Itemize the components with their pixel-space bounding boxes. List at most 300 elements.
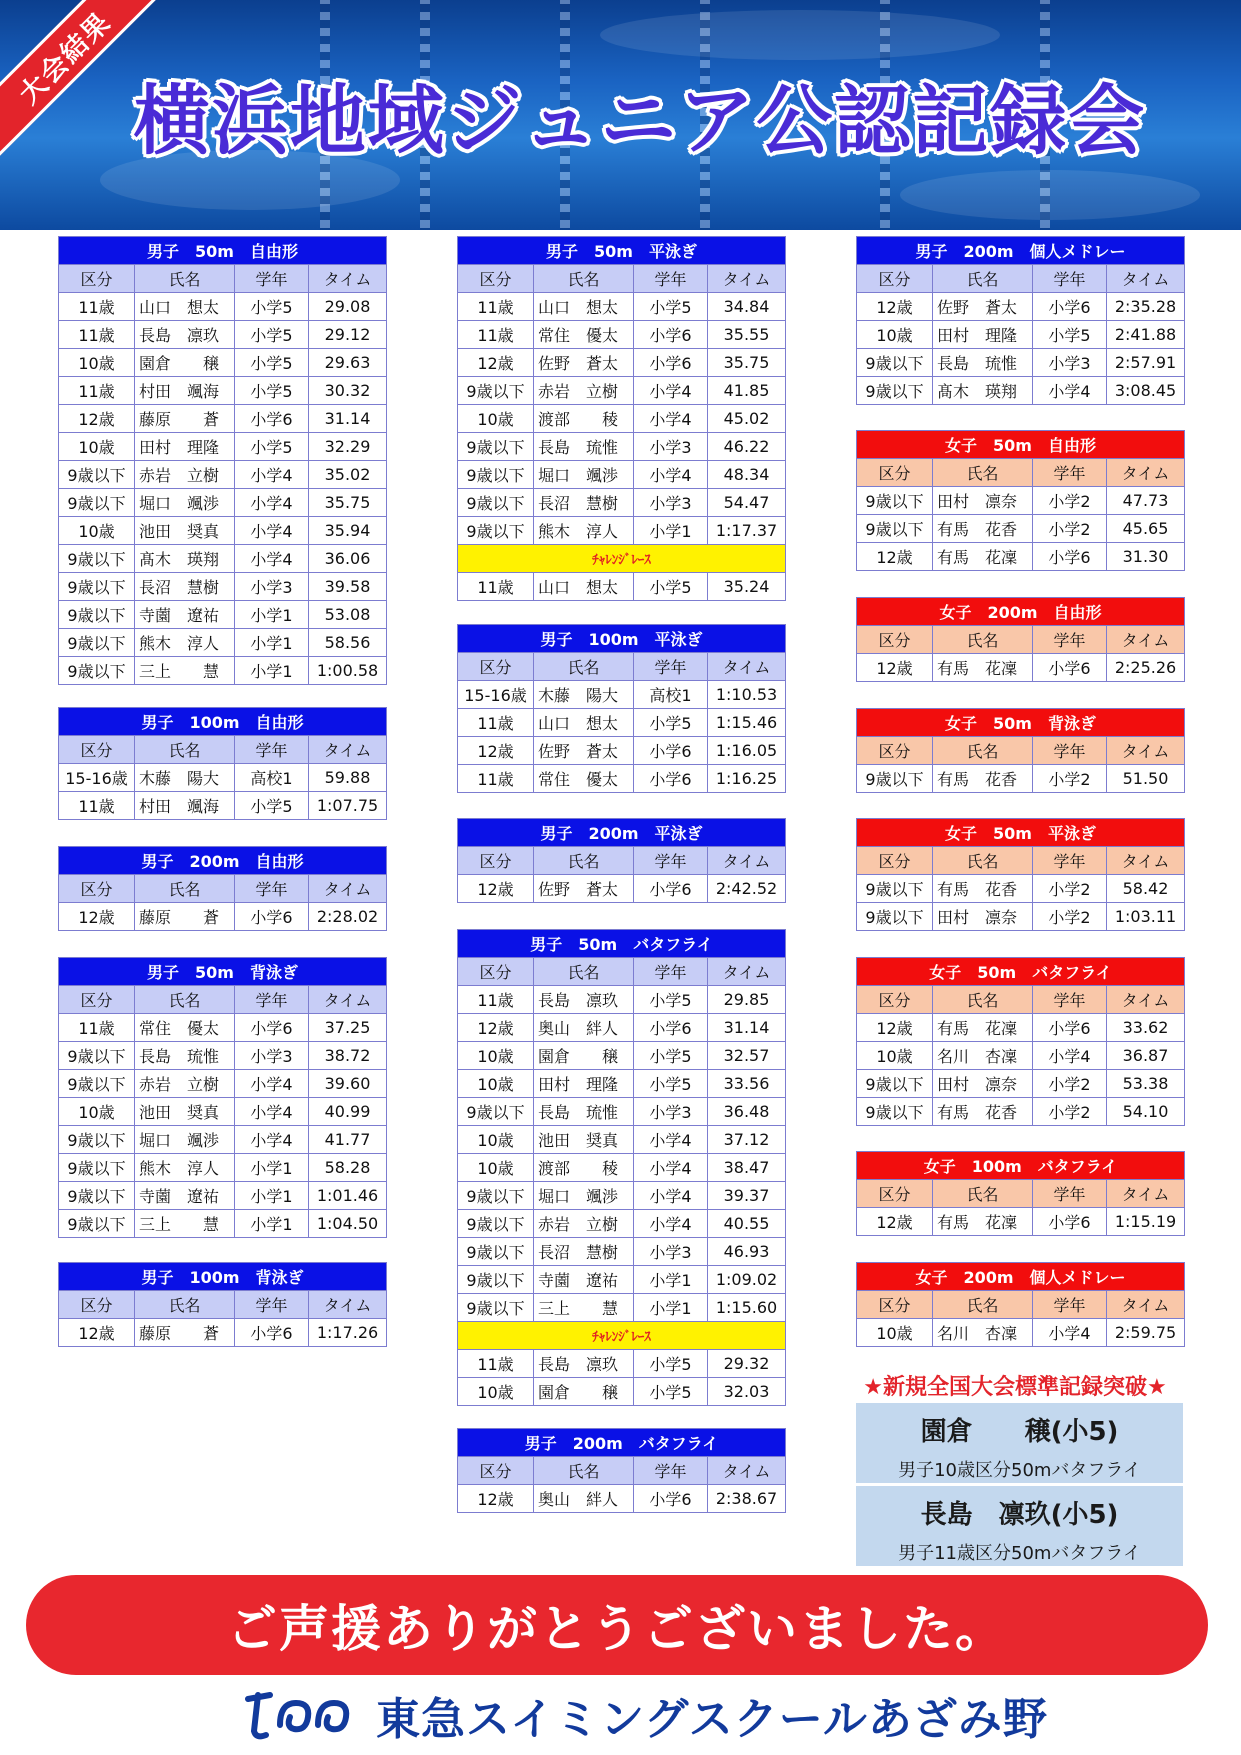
grade-cell: 小学5 bbox=[235, 433, 309, 461]
column-header: タイム bbox=[1107, 986, 1185, 1014]
results-badge-label: 大会結果 bbox=[13, 6, 118, 111]
table-row bbox=[857, 349, 1185, 377]
footer bbox=[240, 1680, 1060, 1750]
age-group-cell: 10歳 bbox=[857, 321, 933, 349]
grade-cell: 小学5 bbox=[634, 986, 708, 1014]
grade-cell: 小学3 bbox=[235, 573, 309, 601]
grade-cell: 小学5 bbox=[235, 321, 309, 349]
age-group-cell: 10歳 bbox=[458, 1378, 534, 1406]
grade-cell: 小学6 bbox=[1033, 1208, 1107, 1236]
age-group-cell: 12歳 bbox=[458, 1485, 534, 1513]
age-group-cell: 10歳 bbox=[857, 1042, 933, 1070]
time-cell: 59.88 bbox=[309, 764, 387, 792]
table-title-row bbox=[857, 709, 1185, 737]
table-header-row bbox=[59, 875, 387, 903]
table-m50-backstroke bbox=[58, 957, 387, 1238]
swimmer-name-cell: 田村 理隆 bbox=[933, 321, 1033, 349]
column-header: 学年 bbox=[235, 265, 309, 293]
column-header: タイム bbox=[1107, 626, 1185, 654]
age-group-cell: 9歳以下 bbox=[59, 1210, 135, 1238]
table-row bbox=[59, 1126, 387, 1154]
age-group-cell: 11歳 bbox=[458, 321, 534, 349]
time-cell: 1:15.19 bbox=[1107, 1208, 1185, 1236]
grade-cell: 小学3 bbox=[634, 433, 708, 461]
age-group-cell: 9歳以下 bbox=[59, 1126, 135, 1154]
time-cell: 53.08 bbox=[309, 601, 387, 629]
age-group-cell: 9歳以下 bbox=[857, 377, 933, 405]
table-row bbox=[458, 321, 786, 349]
table-header-row bbox=[59, 265, 387, 293]
age-group-cell: 11歳 bbox=[59, 293, 135, 321]
time-cell: 53.38 bbox=[1107, 1070, 1185, 1098]
table-title-row bbox=[857, 819, 1185, 847]
swimmer-name-cell: 池田 奨真 bbox=[135, 1098, 235, 1126]
table-row bbox=[59, 1210, 387, 1238]
table-row bbox=[857, 903, 1185, 931]
time-cell: 32.29 bbox=[309, 433, 387, 461]
age-group-cell: 10歳 bbox=[458, 1126, 534, 1154]
table-row bbox=[59, 1014, 387, 1042]
challenge-race-label: ﾁｬﾚﾝｼﾞﾚｰｽ bbox=[458, 1322, 786, 1350]
age-group-cell: 10歳 bbox=[458, 1070, 534, 1098]
age-group-cell: 12歳 bbox=[857, 654, 933, 682]
table-m50-butterfly bbox=[457, 929, 786, 1406]
column-header: 区分 bbox=[458, 847, 534, 875]
swimmer-name-cell: 長島 凛玖 bbox=[135, 321, 235, 349]
age-group-cell: 9歳以下 bbox=[857, 903, 933, 931]
grade-cell: 小学4 bbox=[235, 489, 309, 517]
event-title: 男子 100m 自由形 bbox=[59, 708, 387, 736]
age-group-cell: 11歳 bbox=[59, 792, 135, 820]
swimmer-name-cell: 寺薗 遼祐 bbox=[135, 1182, 235, 1210]
column-header: 学年 bbox=[634, 265, 708, 293]
table-row bbox=[857, 1208, 1185, 1236]
table-row bbox=[857, 515, 1185, 543]
column-header: 区分 bbox=[59, 736, 135, 764]
grade-cell: 小学4 bbox=[1033, 377, 1107, 405]
column-header: 区分 bbox=[458, 1457, 534, 1485]
time-cell: 38.47 bbox=[708, 1154, 786, 1182]
thanks-message: ご声援ありがとうございました。 bbox=[227, 1600, 1007, 1658]
event-title: 女子 100m バタフライ bbox=[857, 1152, 1185, 1180]
grade-cell: 小学5 bbox=[1033, 321, 1107, 349]
grade-cell: 小学5 bbox=[235, 792, 309, 820]
age-group-cell: 11歳 bbox=[458, 573, 534, 601]
table-row bbox=[59, 405, 387, 433]
grade-cell: 小学5 bbox=[634, 1042, 708, 1070]
grade-cell: 小学1 bbox=[235, 1210, 309, 1238]
table-m200-freestyle bbox=[58, 846, 387, 931]
column-header: 学年 bbox=[235, 1291, 309, 1319]
age-group-cell: 9歳以下 bbox=[59, 657, 135, 685]
table-row bbox=[59, 461, 387, 489]
column-header: タイム bbox=[1107, 265, 1185, 293]
column-header: 区分 bbox=[458, 265, 534, 293]
table-row bbox=[458, 377, 786, 405]
swimmer-name-cell: 堀口 颯渉 bbox=[534, 461, 634, 489]
time-cell: 29.12 bbox=[309, 321, 387, 349]
thanks-banner bbox=[26, 1575, 1208, 1675]
age-group-cell: 9歳以下 bbox=[857, 515, 933, 543]
record-swimmer-name: 園倉 穣(小5) bbox=[920, 1417, 1119, 1447]
table-f50-butterfly bbox=[856, 957, 1185, 1126]
time-cell: 1:17.26 bbox=[309, 1319, 387, 1347]
table-title-row bbox=[857, 1152, 1185, 1180]
grade-cell: 小学4 bbox=[235, 1098, 309, 1126]
age-group-cell: 15-16歳 bbox=[458, 681, 534, 709]
swimmer-name-cell: 園倉 穣 bbox=[135, 349, 235, 377]
event-title: 女子 50m 背泳ぎ bbox=[857, 709, 1185, 737]
column-header: 氏名 bbox=[534, 265, 634, 293]
table-m100-backstroke bbox=[58, 1262, 387, 1347]
column-header: 氏名 bbox=[933, 1180, 1033, 1208]
swimmer-name-cell: 佐野 蒼太 bbox=[933, 293, 1033, 321]
time-cell: 1:07.75 bbox=[309, 792, 387, 820]
swimmer-name-cell: 長島 凛玖 bbox=[534, 1350, 634, 1378]
column-header: タイム bbox=[708, 847, 786, 875]
challenge-race-label: ﾁｬﾚﾝｼﾞﾚｰｽ bbox=[458, 545, 786, 573]
time-cell: 36.87 bbox=[1107, 1042, 1185, 1070]
table-header-row bbox=[857, 459, 1185, 487]
challenge-race-row bbox=[458, 545, 786, 573]
swimmer-name-cell: 有馬 花凜 bbox=[933, 1208, 1033, 1236]
table-row bbox=[458, 1014, 786, 1042]
table-title-row bbox=[59, 708, 387, 736]
age-group-cell: 9歳以下 bbox=[59, 1042, 135, 1070]
column-header: タイム bbox=[708, 265, 786, 293]
time-cell: 2:59.75 bbox=[1107, 1319, 1185, 1347]
table-title-row bbox=[59, 958, 387, 986]
grade-cell: 小学5 bbox=[634, 573, 708, 601]
age-group-cell: 9歳以下 bbox=[458, 377, 534, 405]
table-row bbox=[458, 461, 786, 489]
table-row bbox=[458, 489, 786, 517]
age-group-cell: 9歳以下 bbox=[458, 1266, 534, 1294]
event-title: 女子 50m 自由形 bbox=[857, 431, 1185, 459]
grade-cell: 小学4 bbox=[1033, 1042, 1107, 1070]
table-title-row bbox=[458, 625, 786, 653]
column-header: 区分 bbox=[857, 847, 933, 875]
table-row bbox=[59, 293, 387, 321]
time-cell: 46.22 bbox=[708, 433, 786, 461]
column-header: 学年 bbox=[235, 875, 309, 903]
column-header: 氏名 bbox=[933, 1291, 1033, 1319]
table-row bbox=[458, 986, 786, 1014]
column-header: タイム bbox=[1107, 459, 1185, 487]
event-title: 女子 50m バタフライ bbox=[857, 958, 1185, 986]
grade-cell: 小学4 bbox=[634, 1154, 708, 1182]
table-row bbox=[458, 1098, 786, 1126]
swimmer-name-cell: 佐野 蒼太 bbox=[534, 349, 634, 377]
grade-cell: 小学3 bbox=[634, 1238, 708, 1266]
table-row bbox=[458, 1070, 786, 1098]
column-header: タイム bbox=[309, 265, 387, 293]
grade-cell: 小学6 bbox=[634, 349, 708, 377]
grade-cell: 小学5 bbox=[235, 293, 309, 321]
column-header: タイム bbox=[309, 1291, 387, 1319]
table-row bbox=[458, 737, 786, 765]
age-group-cell: 9歳以下 bbox=[458, 461, 534, 489]
column-header: 氏名 bbox=[933, 986, 1033, 1014]
age-group-cell: 11歳 bbox=[59, 321, 135, 349]
column-header: 氏名 bbox=[135, 986, 235, 1014]
grade-cell: 小学4 bbox=[634, 1182, 708, 1210]
table-f200-individual-medley bbox=[856, 1262, 1185, 1347]
time-cell: 35.75 bbox=[708, 349, 786, 377]
age-group-cell: 10歳 bbox=[59, 433, 135, 461]
school-name: 東急スイミングスクールあざみ野 bbox=[376, 1694, 1048, 1745]
swimmer-name-cell: 熊木 淳人 bbox=[534, 517, 634, 545]
table-row bbox=[458, 1210, 786, 1238]
table-header-row bbox=[458, 653, 786, 681]
age-group-cell: 9歳以下 bbox=[458, 1294, 534, 1322]
swimmer-name-cell: 田村 理隆 bbox=[534, 1070, 634, 1098]
table-row bbox=[458, 1042, 786, 1070]
age-group-cell: 9歳以下 bbox=[857, 875, 933, 903]
grade-cell: 小学4 bbox=[634, 1210, 708, 1238]
table-row bbox=[59, 601, 387, 629]
swimmer-name-cell: 寺薗 遼祐 bbox=[534, 1266, 634, 1294]
grade-cell: 小学4 bbox=[235, 517, 309, 545]
time-cell: 34.84 bbox=[708, 293, 786, 321]
age-group-cell: 10歳 bbox=[458, 1042, 534, 1070]
age-group-cell: 11歳 bbox=[59, 1014, 135, 1042]
time-cell: 35.02 bbox=[309, 461, 387, 489]
grade-cell: 小学1 bbox=[634, 517, 708, 545]
column-header: 区分 bbox=[857, 626, 933, 654]
column-header: 氏名 bbox=[933, 847, 1033, 875]
time-cell: 37.12 bbox=[708, 1126, 786, 1154]
column-header: タイム bbox=[309, 986, 387, 1014]
table-row bbox=[59, 1154, 387, 1182]
column-header: 区分 bbox=[857, 1291, 933, 1319]
grade-cell: 小学3 bbox=[235, 1042, 309, 1070]
table-row bbox=[458, 681, 786, 709]
column-header: タイム bbox=[1107, 1291, 1185, 1319]
column-header: 区分 bbox=[857, 459, 933, 487]
table-row bbox=[857, 1070, 1185, 1098]
swimmer-name-cell: 有馬 花香 bbox=[933, 1098, 1033, 1126]
column-header: 区分 bbox=[857, 737, 933, 765]
age-group-cell: 11歳 bbox=[59, 377, 135, 405]
table-title-row bbox=[59, 847, 387, 875]
grade-cell: 小学2 bbox=[1033, 515, 1107, 543]
grade-cell: 小学5 bbox=[634, 709, 708, 737]
event-title: 男子 200m 平泳ぎ bbox=[458, 819, 786, 847]
time-cell: 1:16.25 bbox=[708, 765, 786, 793]
age-group-cell: 9歳以下 bbox=[857, 1070, 933, 1098]
page-title: 横浜地域ジュニア公認記録会 bbox=[133, 76, 1147, 165]
swimmer-name-cell: 園倉 穣 bbox=[534, 1378, 634, 1406]
event-title: 男子 50m 平泳ぎ bbox=[458, 237, 786, 265]
grade-cell: 小学1 bbox=[235, 629, 309, 657]
age-group-cell: 9歳以下 bbox=[59, 461, 135, 489]
age-group-cell: 10歳 bbox=[857, 1319, 933, 1347]
grade-cell: 小学6 bbox=[634, 765, 708, 793]
table-header-row bbox=[59, 986, 387, 1014]
grade-cell: 小学3 bbox=[634, 1098, 708, 1126]
age-group-cell: 10歳 bbox=[458, 1154, 534, 1182]
age-group-cell: 12歳 bbox=[458, 349, 534, 377]
table-f200-freestyle bbox=[856, 597, 1185, 682]
age-group-cell: 15-16歳 bbox=[59, 764, 135, 792]
table-row bbox=[458, 709, 786, 737]
event-title: 女子 200m 個人メドレー bbox=[857, 1263, 1185, 1291]
time-cell: 2:35.28 bbox=[1107, 293, 1185, 321]
grade-cell: 小学4 bbox=[634, 405, 708, 433]
school-logo-icon bbox=[240, 1685, 370, 1745]
column-header: 区分 bbox=[857, 986, 933, 1014]
table-row bbox=[857, 654, 1185, 682]
time-cell: 38.72 bbox=[309, 1042, 387, 1070]
time-cell: 54.47 bbox=[708, 489, 786, 517]
time-cell: 1:01.46 bbox=[309, 1182, 387, 1210]
table-row bbox=[59, 792, 387, 820]
swimmer-name-cell: 有馬 花凜 bbox=[933, 1014, 1033, 1042]
age-group-cell: 12歳 bbox=[857, 1014, 933, 1042]
table-row bbox=[458, 1378, 786, 1406]
table-m50-breaststroke bbox=[457, 236, 786, 601]
table-row bbox=[857, 1319, 1185, 1347]
column-header: 学年 bbox=[1033, 847, 1107, 875]
time-cell: 1:04.50 bbox=[309, 1210, 387, 1238]
time-cell: 29.63 bbox=[309, 349, 387, 377]
swimmer-name-cell: 堀口 颯渉 bbox=[135, 489, 235, 517]
age-group-cell: 9歳以下 bbox=[458, 1182, 534, 1210]
age-group-cell: 12歳 bbox=[59, 903, 135, 931]
grade-cell: 小学6 bbox=[634, 875, 708, 903]
swimmer-name-cell: 藤原 蒼 bbox=[135, 903, 235, 931]
table-row bbox=[458, 405, 786, 433]
grade-cell: 小学6 bbox=[235, 903, 309, 931]
swimmer-name-cell: 髙木 瑛翔 bbox=[933, 377, 1033, 405]
time-cell: 47.73 bbox=[1107, 487, 1185, 515]
table-title-row bbox=[857, 1263, 1185, 1291]
grade-cell: 高校1 bbox=[235, 764, 309, 792]
time-cell: 2:38.67 bbox=[708, 1485, 786, 1513]
event-title: 男子 200m バタフライ bbox=[458, 1429, 786, 1457]
time-cell: 2:57.91 bbox=[1107, 349, 1185, 377]
table-header-row bbox=[59, 1291, 387, 1319]
grade-cell: 小学2 bbox=[1033, 487, 1107, 515]
age-group-cell: 10歳 bbox=[59, 1098, 135, 1126]
column-header: 学年 bbox=[634, 653, 708, 681]
age-group-cell: 12歳 bbox=[458, 875, 534, 903]
swimmer-name-cell: 赤岩 立樹 bbox=[534, 1210, 634, 1238]
time-cell: 1:16.05 bbox=[708, 737, 786, 765]
column-header: 学年 bbox=[1033, 459, 1107, 487]
age-group-cell: 9歳以下 bbox=[59, 573, 135, 601]
swimmer-name-cell: 有馬 花香 bbox=[933, 875, 1033, 903]
table-title-row bbox=[458, 237, 786, 265]
swimmer-name-cell: 常住 優太 bbox=[135, 1014, 235, 1042]
table-row bbox=[59, 1042, 387, 1070]
table-row bbox=[59, 1098, 387, 1126]
table-row bbox=[857, 1098, 1185, 1126]
time-cell: 1:15.60 bbox=[708, 1294, 786, 1322]
table-header-row bbox=[59, 736, 387, 764]
table-row bbox=[458, 433, 786, 461]
age-group-cell: 10歳 bbox=[59, 517, 135, 545]
column-header: 学年 bbox=[235, 986, 309, 1014]
age-group-cell: 9歳以下 bbox=[458, 1238, 534, 1266]
event-title: 男子 100m 平泳ぎ bbox=[458, 625, 786, 653]
table-title-row bbox=[857, 598, 1185, 626]
time-cell: 1:00.58 bbox=[309, 657, 387, 685]
grade-cell: 小学1 bbox=[235, 657, 309, 685]
age-group-cell: 12歳 bbox=[857, 1208, 933, 1236]
grade-cell: 小学5 bbox=[634, 1350, 708, 1378]
event-title: 男子 50m バタフライ bbox=[458, 930, 786, 958]
table-row bbox=[458, 1182, 786, 1210]
age-group-cell: 12歳 bbox=[458, 1014, 534, 1042]
time-cell: 1:09.02 bbox=[708, 1266, 786, 1294]
swimmer-name-cell: 熊木 淳人 bbox=[135, 629, 235, 657]
time-cell: 31.14 bbox=[708, 1014, 786, 1042]
swimmer-name-cell: 木藤 陽大 bbox=[135, 764, 235, 792]
challenge-race-row bbox=[458, 1322, 786, 1350]
age-group-cell: 11歳 bbox=[458, 709, 534, 737]
time-cell: 40.99 bbox=[309, 1098, 387, 1126]
time-cell: 45.02 bbox=[708, 405, 786, 433]
table-row bbox=[458, 573, 786, 601]
event-title: 男子 50m 背泳ぎ bbox=[59, 958, 387, 986]
table-row bbox=[59, 903, 387, 931]
age-group-cell: 12歳 bbox=[857, 543, 933, 571]
swimmer-name-cell: 山口 想太 bbox=[135, 293, 235, 321]
table-row bbox=[59, 349, 387, 377]
column-header: タイム bbox=[1107, 1180, 1185, 1208]
time-cell: 1:10.53 bbox=[708, 681, 786, 709]
event-title: 女子 200m 自由形 bbox=[857, 598, 1185, 626]
table-row bbox=[857, 1042, 1185, 1070]
time-cell: 35.24 bbox=[708, 573, 786, 601]
grade-cell: 小学6 bbox=[1033, 293, 1107, 321]
table-row bbox=[857, 1014, 1185, 1042]
swimmer-name-cell: 木藤 陽大 bbox=[534, 681, 634, 709]
age-group-cell: 9歳以下 bbox=[59, 601, 135, 629]
table-header-row bbox=[857, 1180, 1185, 1208]
time-cell: 48.34 bbox=[708, 461, 786, 489]
column-header: 氏名 bbox=[534, 653, 634, 681]
time-cell: 35.75 bbox=[309, 489, 387, 517]
grade-cell: 小学4 bbox=[634, 377, 708, 405]
grade-cell: 小学6 bbox=[634, 1014, 708, 1042]
grade-cell: 小学3 bbox=[1033, 349, 1107, 377]
grade-cell: 小学2 bbox=[1033, 1070, 1107, 1098]
column-header: タイム bbox=[708, 653, 786, 681]
time-cell: 30.32 bbox=[309, 377, 387, 405]
grade-cell: 小学2 bbox=[1033, 875, 1107, 903]
time-cell: 45.65 bbox=[1107, 515, 1185, 543]
table-title-row bbox=[59, 237, 387, 265]
swimmer-name-cell: 池田 奨真 bbox=[534, 1126, 634, 1154]
table-row bbox=[458, 1294, 786, 1322]
time-cell: 39.58 bbox=[309, 573, 387, 601]
time-cell: 40.55 bbox=[708, 1210, 786, 1238]
age-group-cell: 11歳 bbox=[458, 293, 534, 321]
time-cell: 39.60 bbox=[309, 1070, 387, 1098]
column-header: 学年 bbox=[1033, 986, 1107, 1014]
grade-cell: 小学1 bbox=[634, 1266, 708, 1294]
table-row bbox=[458, 1238, 786, 1266]
table-title-row bbox=[857, 237, 1185, 265]
column-header: 学年 bbox=[634, 847, 708, 875]
column-header: 区分 bbox=[857, 1180, 933, 1208]
age-group-cell: 9歳以下 bbox=[59, 1154, 135, 1182]
age-group-cell: 9歳以下 bbox=[857, 487, 933, 515]
grade-cell: 小学4 bbox=[235, 1070, 309, 1098]
